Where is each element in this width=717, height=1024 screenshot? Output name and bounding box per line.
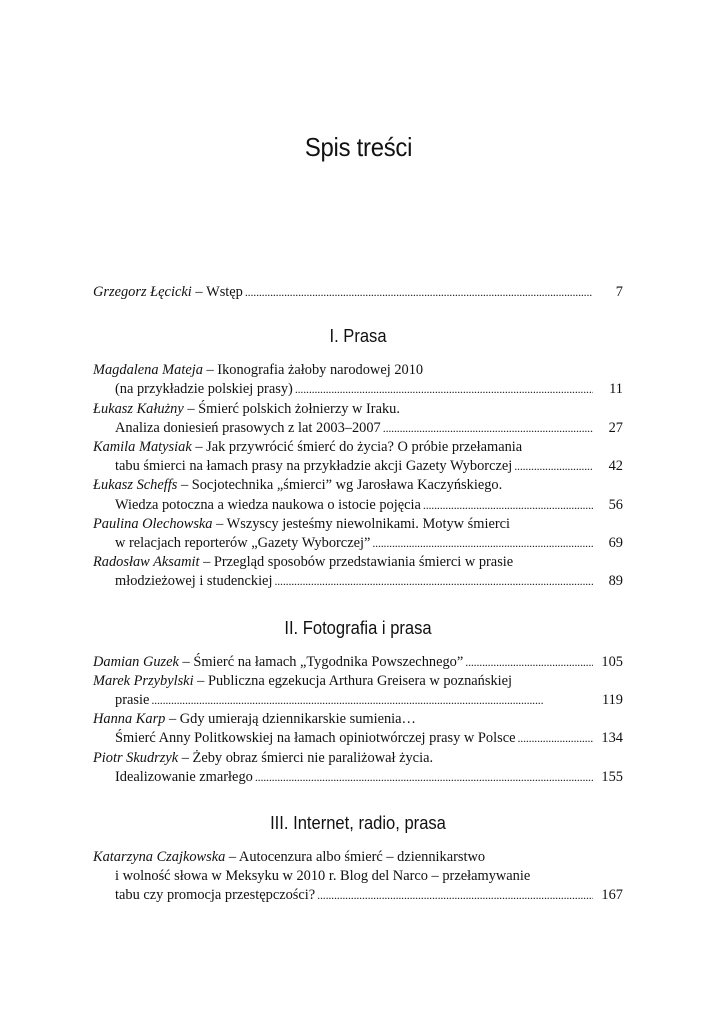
entry-author: Marek Przybylski [93,672,194,689]
section-heading-fotografia: II. Fotografia i prasa [284,617,432,638]
entry-page: 119 [601,692,623,709]
toc-entry[interactable] [93,749,623,787]
entry-title: – Wszyscy jesteśmy niewolnikami. Motyw śmierci [212,515,511,532]
toc-entry[interactable] [93,476,623,514]
entry-title: – Autocenzura albo śmierć – dziennikarstwo [225,849,486,866]
dot-leader [274,572,593,591]
entry-page: 155 [601,768,623,785]
entry-author: Łukasz Scheffs [93,477,178,494]
entry-title-cont: Idealizowanie zmarłego [115,768,253,785]
toc-entry[interactable] [93,710,623,748]
dot-leader [423,496,593,515]
entry-page: 11 [609,381,623,398]
entry-title: – Socjotechnika „śmierci” wg Jarosława Kaczyńskiego. [177,477,503,494]
toc-entry-intro[interactable] [93,283,623,302]
entry-title: – Jak przywrócić śmierć do życia? O próbie przełamania [191,439,523,456]
entry-title: – Przegląd sposobów przedstawiania śmierci w prasie [199,554,514,571]
entry-author: Piotr Skudrzyk [93,749,179,766]
dot-leader [255,768,593,787]
entry-author: Katarzyna Czajkowska [93,849,226,866]
entry-page: 7 [615,284,623,300]
entry-title: – Ikonografia żałoby narodowej 2010 [202,362,424,379]
toc-entry[interactable] [93,653,623,672]
entry-page: 27 [608,419,623,436]
dot-leader [151,691,593,710]
entry-page: 42 [608,458,623,475]
entry-title-cont: prasie [115,692,150,709]
entry-title: – Śmierć polskich żołnierzy w Iraku. [183,400,400,417]
entry-title-cont: Wiedza potoczna a wiedza naukowa o istocie pojęcia [115,496,421,513]
entry-title-cont: i wolność słowa w Meksyku w 2010 r. Blog del Narco – przełamywanie [115,868,531,885]
dot-leader [245,283,593,302]
entry-title-cont: (na przykładzie polskiej prasy) [115,381,293,398]
toc-entry[interactable] [93,361,623,399]
entry-title-cont: Analiza doniesień prasowych z lat 2003–2007 [115,419,381,436]
toc-entry[interactable] [93,848,623,906]
entry-title: – Gdy umierają dziennikarskie sumienia… [165,711,416,728]
entry-page: 134 [601,730,623,747]
toc-entry[interactable] [93,672,623,710]
entry-author: Łukasz Kałużny [93,400,184,417]
entry-title-cont: Śmierć Anny Politkowskiej na łamach opiniotwórczej prasy w Polsce [115,730,516,747]
entry-title-cont: tabu śmierci na łamach prasy na przykładzie akcji Gazety Wyborczej [115,458,513,475]
entry-title: – Żeby obraz śmierci nie paraliżował życia. [178,749,434,766]
toc-entry[interactable] [93,515,623,553]
entry-page: 105 [601,653,623,670]
entry-author: Grzegorz Łęcicki [93,284,192,300]
dot-leader [372,534,593,553]
dot-leader [317,886,593,905]
entry-author: Magdalena Mateja [93,362,203,379]
toc-entry[interactable] [93,438,623,476]
dot-leader [465,653,593,672]
entry-title: Wstęp [206,284,243,300]
entry-title-cont: młodzieżowej i studenckiej [115,573,273,590]
dot-leader [514,457,593,476]
entry-page: 69 [608,535,623,552]
entry-title-cont: w relacjach reporterów „Gazety Wyborczej” [115,535,371,552]
table-of-contents [93,283,623,906]
entry-author: Kamila Matysiak [93,439,192,456]
entry-author: Hanna Karp [93,711,166,728]
section-heading-internet: III. Internet, radio, prasa [270,813,446,834]
entry-page: 89 [608,573,623,590]
dot-leader [517,729,593,748]
entry-author: Radosław Aksamit [93,554,200,571]
entry-separator: – [191,284,207,300]
entry-author: Paulina Olechowska [93,515,213,532]
entry-page: 167 [601,887,623,904]
entry-title: – Publiczna egzekucja Arthura Greisera w poznańskiej [193,672,513,689]
entry-author: Damian Guzek [93,653,179,670]
toc-entry[interactable] [93,400,623,438]
entry-title: – Śmierć na łamach „Tygodnika Powszechnego” [178,653,464,670]
section-heading-prasa: I. Prasa [329,326,387,347]
page-title: Spis treści [304,132,413,162]
dot-leader [295,380,593,399]
entry-page: 56 [608,496,623,513]
toc-entry[interactable] [93,553,623,591]
entry-title-cont: tabu czy promocja przestępczości? [115,887,316,904]
dot-leader [383,419,593,438]
